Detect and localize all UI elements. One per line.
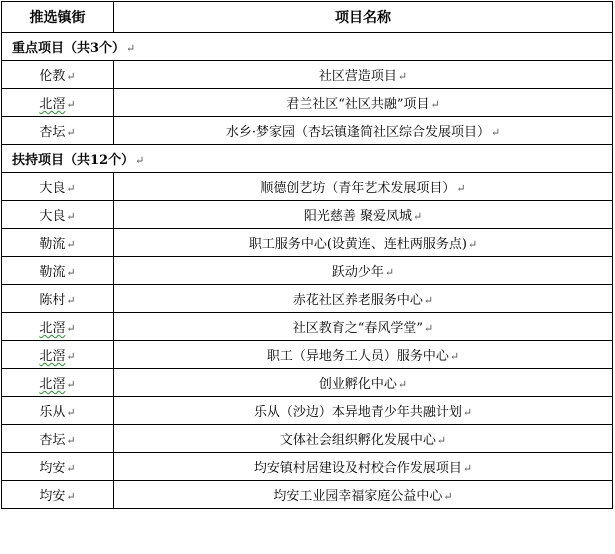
project-name: 社区营造项目 [318, 69, 397, 84]
project-name: 水乡·梦家园（杏坛镇逢简社区综合发展项目） [225, 125, 490, 140]
town-name: 大良 [39, 209, 66, 224]
paragraph-mark-icon: ↵ [462, 462, 473, 475]
project-cell [114, 285, 613, 313]
paragraph-mark-icon: ↵ [66, 266, 76, 279]
town-cell [2, 369, 114, 397]
paragraph-mark-icon: ↵ [412, 210, 423, 223]
header-town-label: 推选镇街 [29, 10, 86, 26]
table-row [2, 173, 613, 201]
section-row-key [2, 33, 613, 61]
paragraph-mark-icon: ↵ [66, 182, 76, 195]
section-title-cell [2, 33, 613, 61]
paragraph-mark-icon: ↵ [66, 210, 76, 223]
paragraph-mark-icon: ↵ [66, 462, 76, 475]
project-name: 跃动少年 [331, 265, 384, 280]
town-name: 北滘 [39, 97, 66, 112]
project-cell [114, 201, 613, 229]
paragraph-mark-icon: ↵ [449, 350, 460, 363]
project-name: 职工服务中心(设黄连、连杜两服务点) [248, 237, 467, 252]
paragraph-mark-icon: ↵ [66, 378, 76, 391]
paragraph-mark-icon: ↵ [66, 434, 76, 447]
town-name: 均安 [39, 489, 66, 504]
paragraph-mark-icon: ↵ [456, 182, 466, 195]
town-cell [2, 229, 114, 257]
town-name: 北滘 [39, 377, 66, 392]
town-cell [2, 341, 114, 369]
project-cell [114, 61, 613, 89]
paragraph-mark-icon: ↵ [397, 378, 408, 391]
paragraph-mark-icon: ↵ [66, 126, 76, 139]
paragraph-mark-icon: ↵ [424, 322, 434, 335]
paragraph-mark-icon: ↵ [66, 350, 76, 363]
paragraph-mark-icon: ↵ [462, 406, 473, 419]
header-project-label: 项目名称 [335, 10, 391, 26]
table-row [2, 369, 613, 397]
project-name: 赤花社区养老服务中心 [292, 293, 423, 308]
paragraph-mark-icon: ↵ [66, 406, 76, 419]
town-name: 均安 [39, 461, 66, 476]
town-name: 杏坛 [39, 433, 66, 448]
project-name: 创业孵化中心 [318, 377, 397, 392]
paragraph-mark-icon: ↵ [66, 322, 76, 335]
town-cell [2, 397, 114, 425]
table-row [2, 453, 613, 481]
project-cell [114, 89, 613, 117]
table-row [2, 61, 613, 89]
paragraph-mark-icon: ↵ [126, 42, 136, 55]
town-cell [2, 313, 114, 341]
town-name: 勒流 [39, 265, 66, 280]
table-header-row [2, 2, 613, 33]
project-name: 均安工业园幸福家庭公益中心 [273, 489, 443, 504]
project-name: 文体社会组织孵化发展中心 [279, 433, 436, 448]
project-cell [114, 425, 613, 453]
paragraph-mark-icon: ↵ [397, 70, 408, 83]
project-cell [114, 397, 613, 425]
town-name: 大良 [39, 181, 66, 196]
town-name: 伦教 [39, 69, 66, 84]
town-name: 勒流 [39, 237, 66, 252]
table-row [2, 285, 613, 313]
town-name: 陈村 [39, 293, 66, 308]
town-cell [2, 173, 114, 201]
project-cell [114, 257, 613, 285]
project-name: 职工（异地务工人员）服务中心 [266, 349, 449, 364]
town-name: 杏坛 [39, 125, 66, 140]
section-title-cell [2, 145, 613, 173]
project-name: 顺德创艺坊（青年艺术发展项目） [260, 181, 456, 196]
project-name: 乐从（沙边）本异地青少年共融计划 [253, 405, 462, 420]
town-cell [2, 453, 114, 481]
project-name: 社区教育之“春风学堂” [292, 321, 424, 336]
town-cell [2, 89, 114, 117]
table-row [2, 341, 613, 369]
table-row [2, 229, 613, 257]
paragraph-mark-icon: ↵ [436, 434, 447, 447]
paragraph-mark-icon: ↵ [430, 98, 440, 111]
paragraph-mark-icon: ↵ [423, 294, 434, 307]
section-title: 重点项目（共3个） [12, 41, 126, 56]
paragraph-mark-icon: ↵ [66, 238, 76, 251]
header-project-cell [114, 2, 613, 33]
table-row [2, 425, 613, 453]
table-row [2, 313, 613, 341]
paragraph-mark-icon: ↵ [490, 126, 501, 139]
project-cell [114, 173, 613, 201]
table-row [2, 257, 613, 285]
paragraph-mark-icon: ↵ [66, 70, 76, 83]
project-cell [114, 117, 613, 145]
table-row [2, 201, 613, 229]
project-cell [114, 229, 613, 257]
town-cell [2, 285, 114, 313]
project-table [1, 1, 613, 509]
table-row [2, 397, 613, 425]
project-cell [114, 453, 613, 481]
project-name: 阳光慈善 聚爱凤城 [303, 209, 412, 224]
paragraph-mark-icon: ↵ [66, 98, 76, 111]
town-cell [2, 201, 114, 229]
town-cell [2, 61, 114, 89]
section-row-support [2, 145, 613, 173]
project-cell [114, 341, 613, 369]
town-name: 乐从 [39, 405, 66, 420]
paragraph-mark-icon: ↵ [66, 490, 76, 503]
table-row [2, 481, 613, 509]
table-row [2, 117, 613, 145]
project-name: 君兰社区“社区共融”项目 [286, 97, 430, 112]
header-town-cell [2, 2, 114, 33]
town-cell [2, 257, 114, 285]
section-title: 扶持项目（共12个） [12, 153, 135, 168]
paragraph-mark-icon: ↵ [135, 154, 145, 167]
table-row [2, 89, 613, 117]
paragraph-mark-icon: ↵ [443, 490, 453, 503]
project-cell [114, 313, 613, 341]
town-cell [2, 425, 114, 453]
paragraph-mark-icon: ↵ [467, 238, 478, 251]
town-name: 北滘 [39, 349, 66, 364]
project-name: 均安镇村居建设及村校合作发展项目 [253, 461, 462, 476]
paragraph-mark-icon: ↵ [384, 266, 395, 279]
town-cell [2, 481, 114, 509]
project-cell [114, 369, 613, 397]
town-name: 北滘 [39, 321, 66, 336]
project-cell [114, 481, 613, 509]
paragraph-mark-icon: ↵ [66, 294, 76, 307]
town-cell [2, 117, 114, 145]
